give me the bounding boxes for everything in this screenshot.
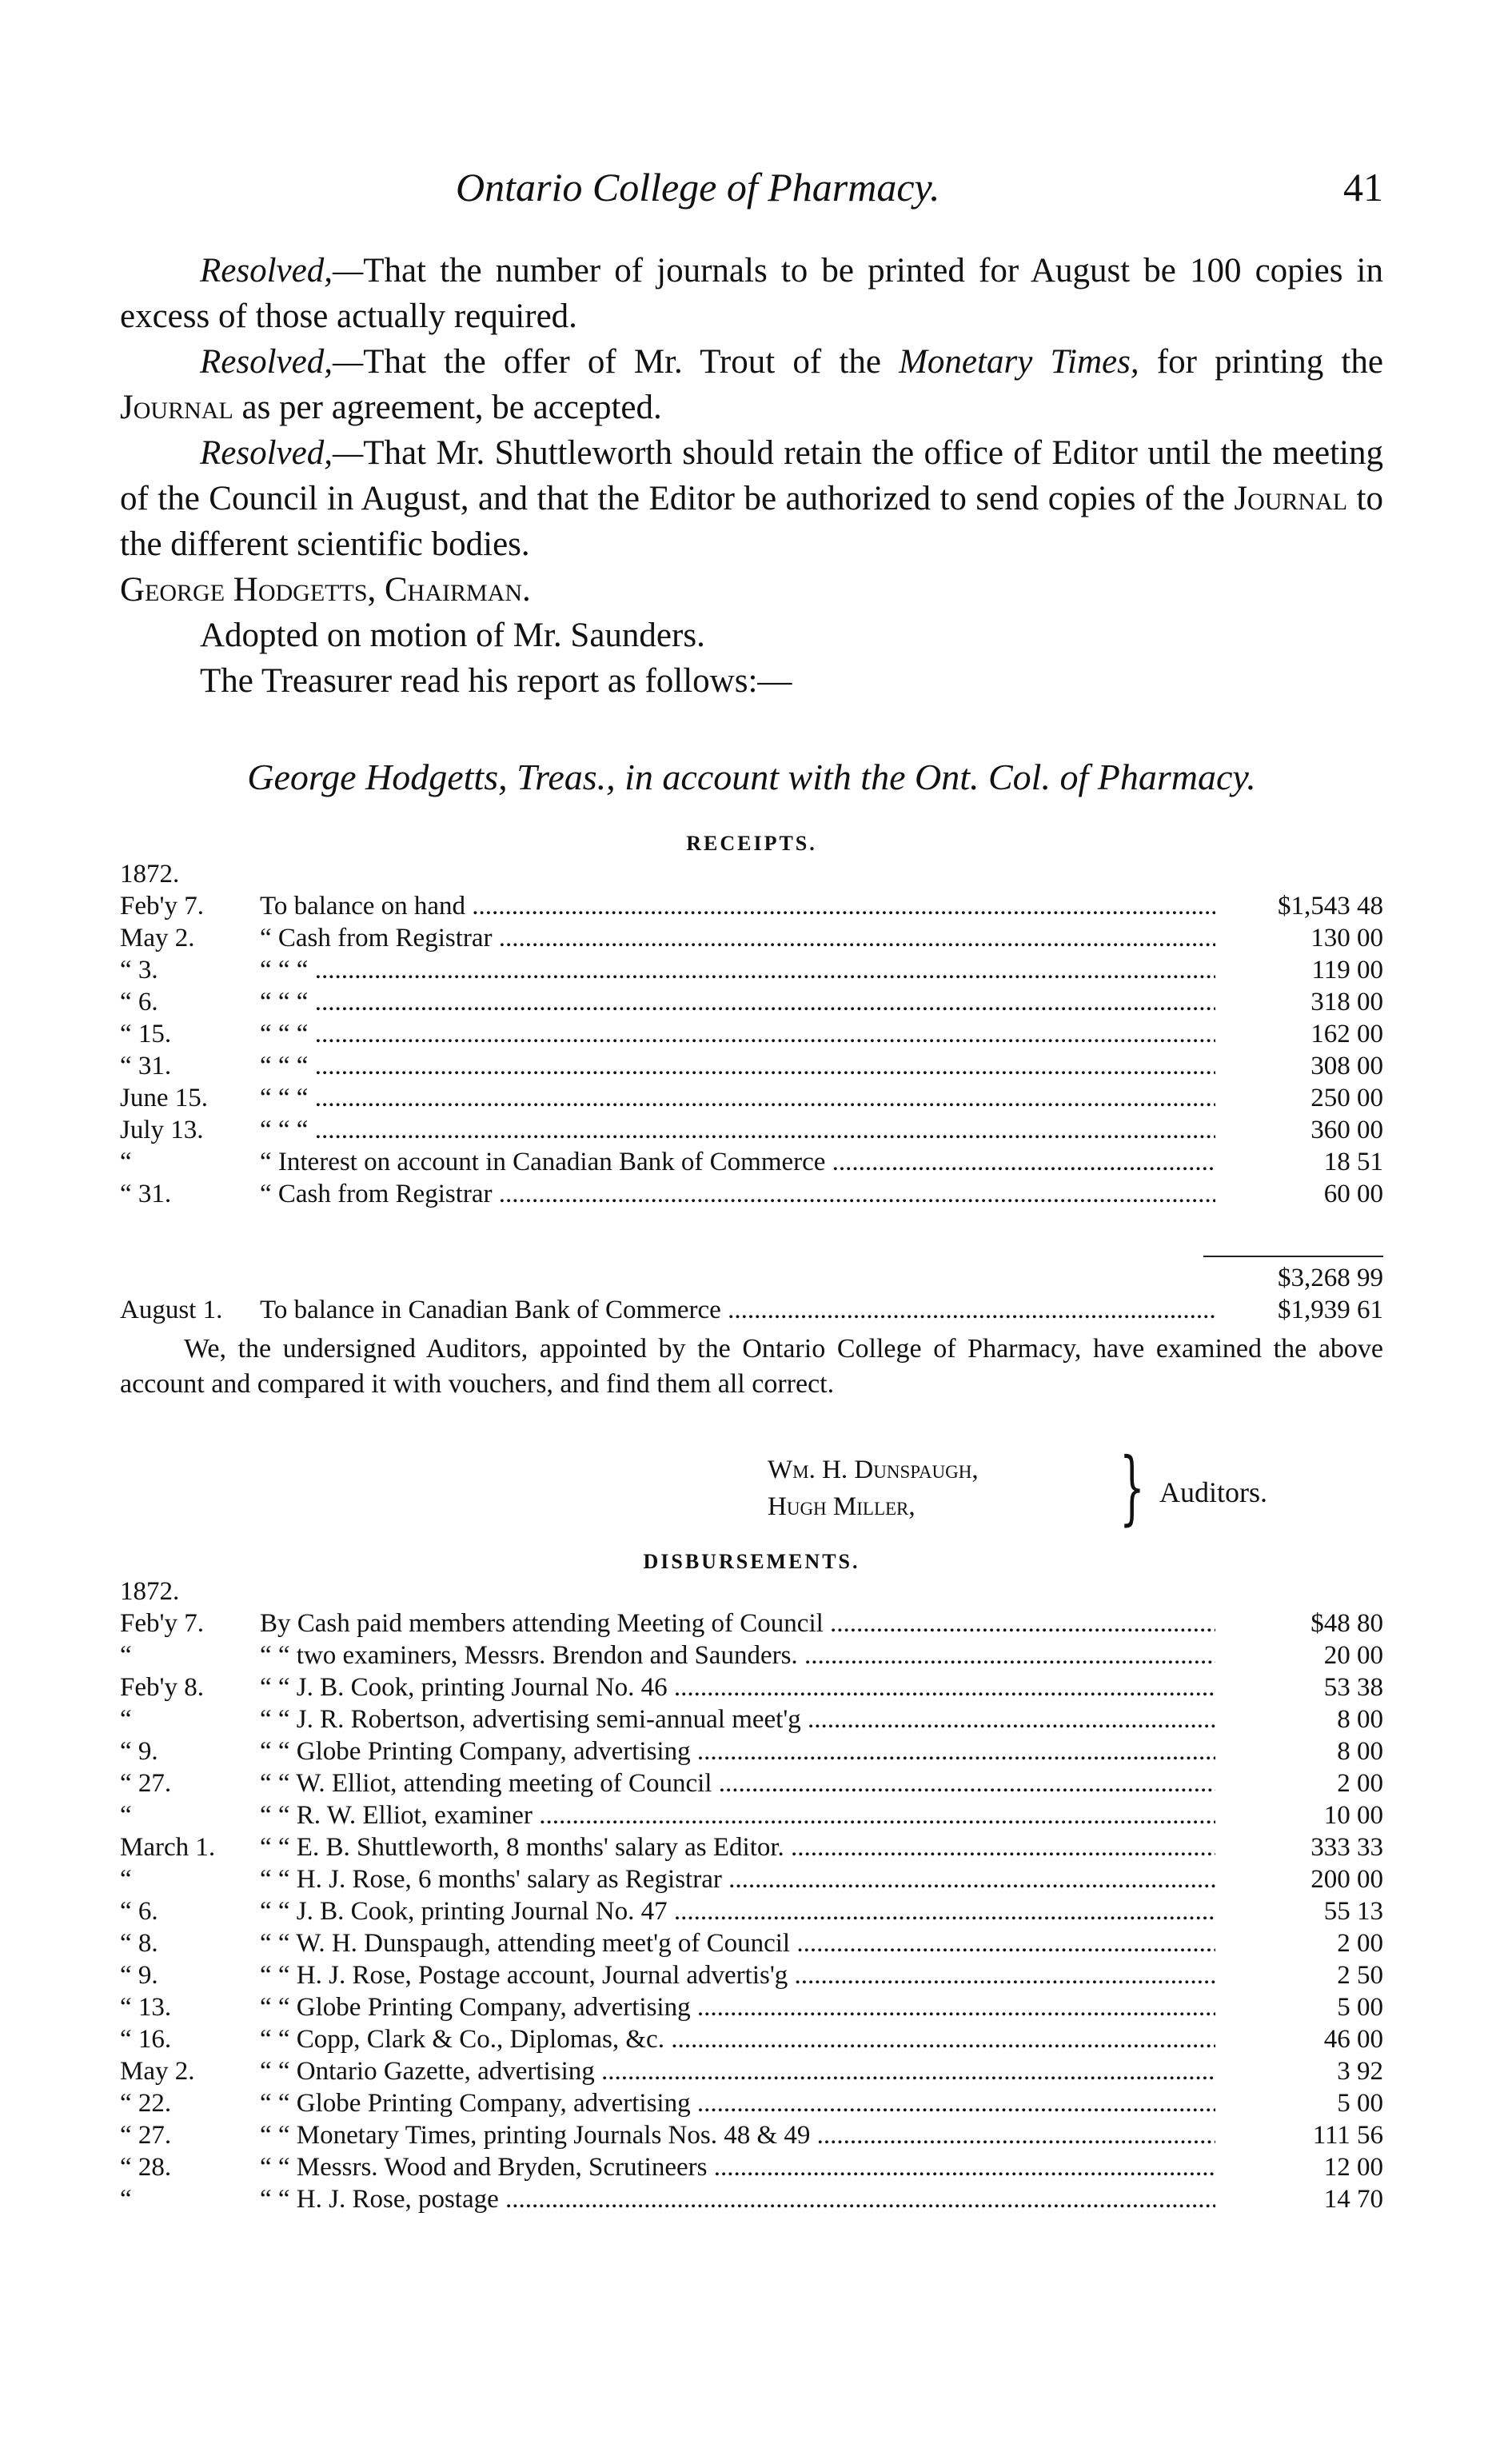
ledger-text: “ “ W. Elliot, attending meeting of Council .....: [260, 1769, 1215, 1799]
ledger-text: “ “ J. B. Cook, printing Journal No. 46 .....: [260, 1673, 1215, 1703]
ledger-date: July 13.: [120, 1116, 204, 1144]
ledger-date: “ 6.: [120, 1897, 158, 1926]
ledger-date: Feb'y 8.: [120, 1673, 204, 1702]
journal-small-caps: Journal: [120, 389, 233, 426]
ledger-text: “ “ Globe Printing Company, advertising .....: [260, 2089, 1215, 2119]
ledger-amount: 333 33: [1311, 1833, 1383, 1862]
ledger-amount: 2 00: [1337, 1929, 1383, 1958]
resolution-text: That Mr. Shuttleworth should retain the office of Editor until the meeting of the Council in August, and that the Editor be authorized to send copies of the: [120, 434, 1383, 517]
ledger-date: August 1.: [120, 1296, 223, 1324]
ledger-row: [120, 1929, 1383, 1961]
ledger-amount: 14 70: [1323, 2185, 1383, 2214]
ledger-amount: 308 00: [1311, 1052, 1383, 1080]
brace-icon: }: [1119, 1440, 1145, 1534]
ledger-amount: $1,543 48: [1278, 892, 1383, 921]
ledger-date: “ 28.: [120, 2153, 172, 2182]
ledger-row: [120, 1020, 1383, 1052]
ledger-text: “ “ H. J. Rose, 6 months' salary as Registrar .....: [260, 1865, 1215, 1895]
ledger-text: “ “ J. R. Robertson, advertising semi-annual meet'g .....: [260, 1705, 1215, 1735]
resolution-1: [120, 248, 1383, 339]
resolutions-block: [120, 248, 1383, 704]
ledger-text: “ “ E. B. Shuttleworth, 8 months' salary as Editor. .....: [260, 1833, 1215, 1863]
chairman-signature: George Hodgetts, Chairman.: [120, 571, 531, 609]
ledger-row: [120, 2153, 1383, 2185]
journal-small-caps: Journal: [1234, 480, 1348, 517]
ledger-row: [120, 1961, 1383, 1993]
ledger-amount: 250 00: [1311, 1084, 1383, 1112]
ledger-row: [120, 1180, 1383, 1212]
ledger-row: [120, 924, 1383, 956]
receipts-year: 1872.: [120, 860, 180, 889]
auditor-name: Hugh Miller,: [768, 1492, 916, 1521]
total-rule: [1203, 1256, 1383, 1257]
receipts-total: $3,268 99: [1278, 1264, 1383, 1292]
receipts-total-row: [120, 1264, 1383, 1296]
ledger-date: “ 3.: [120, 956, 158, 984]
balance-row: [120, 1296, 1383, 1328]
resolution-text: That the offer of Mr. Trout of the: [363, 343, 900, 381]
ledger-amount: 2 00: [1337, 1769, 1383, 1798]
ledger-amount: 111 56: [1312, 2121, 1383, 2150]
disbursements-ledger: [120, 1577, 1383, 2217]
ledger-text: “ “ “ .....: [260, 1052, 1215, 1081]
ledger-date: “ 8.: [120, 1929, 158, 1958]
ledger-row: [120, 1148, 1383, 1180]
ledger-date: “ 22.: [120, 2089, 172, 2118]
running-title: Ontario College of Pharmacy.: [456, 165, 940, 210]
ledger-date: Feb'y 7.: [120, 892, 204, 921]
ledger-date: “ 16.: [120, 2025, 172, 2054]
ledger-row: [120, 2057, 1383, 2089]
resolution-italic: Monetary Times,: [899, 343, 1139, 381]
ledger-row: [120, 1116, 1383, 1148]
auditor-name: Wm. H. Dunspaugh,: [768, 1456, 979, 1484]
auditor-statement-block: [120, 1332, 1383, 1402]
ledger-row: [120, 2089, 1383, 2121]
ledger-text: “ “ R. W. Elliot, examiner .....: [260, 1801, 1215, 1831]
resolution-text: as per agreement, be accepted.: [233, 389, 662, 426]
ledger-row: [120, 988, 1383, 1020]
ledger-text: “ “ “ .....: [260, 1084, 1215, 1113]
ledger-amount: 5 00: [1337, 2089, 1383, 2118]
ledger-row: [120, 1673, 1383, 1705]
resolution-text: to the different scientific bodies.: [120, 480, 1384, 563]
ledger-text: “ “ “ .....: [260, 956, 1215, 985]
ledger-date: “ 13.: [120, 1993, 172, 2022]
ledger-row: [120, 1705, 1383, 1737]
ledger-date: “ 9.: [120, 1737, 158, 1766]
ledger-row: [120, 2121, 1383, 2153]
resolution-text: for printing the: [1139, 343, 1383, 381]
disbursements-year: 1872.: [120, 1577, 180, 1606]
ledger-row: [120, 1833, 1383, 1865]
ledger-text: “ “ J. B. Cook, printing Journal No. 47 .....: [260, 1897, 1215, 1927]
ledger-date: “: [120, 2185, 132, 2214]
auditors-signature: [768, 1440, 1375, 1540]
ledger-amount: $1,939 61: [1278, 1296, 1383, 1324]
ledger-text: “ “ H. J. Rose, postage .....: [260, 2185, 1215, 2214]
resolution-lead: Resolved,—: [200, 434, 364, 472]
auditor-statement: We, the undersigned Auditors, appointed by the Ontario College of Pharmacy, have examined the above account and compared it with vouchers, and find them all correct.: [120, 1334, 1383, 1399]
ledger-date: March 1.: [120, 1833, 216, 1862]
disbursements-heading: DISBURSEMENTS.: [643, 1550, 860, 1573]
ledger-row: [120, 2025, 1383, 2057]
ledger-row: [120, 1609, 1383, 1641]
ledger-date: “ 31.: [120, 1180, 172, 1208]
ledger-amount: 8 00: [1337, 1737, 1383, 1766]
ledger-date: “ 6.: [120, 988, 158, 1016]
ledger-amount: $48 80: [1311, 1609, 1383, 1638]
ledger-date: “ 27.: [120, 1769, 172, 1798]
ledger-amount: 200 00: [1311, 1865, 1383, 1894]
ledger-text: To balance in Canadian Bank of Commerce .....: [260, 1296, 1215, 1325]
ledger-row: [120, 1897, 1383, 1929]
ledger-row: [120, 1052, 1383, 1084]
ledger-amount: 162 00: [1311, 1020, 1383, 1048]
ledger-amount: 318 00: [1311, 988, 1383, 1016]
resolution-lead: Resolved,—: [200, 343, 364, 381]
page-number: 41: [1343, 165, 1383, 210]
ledger-date: “ 15.: [120, 1020, 172, 1048]
receipts-heading: RECEIPTS.: [686, 832, 817, 855]
ledger-amount: 3 92: [1337, 2057, 1383, 2086]
ledger-row: [120, 892, 1383, 924]
ledger-date: “: [120, 1865, 132, 1894]
ledger-text: “ “ H. J. Rose, Postage account, Journal advertis'g .....: [260, 1961, 1215, 1991]
ledger-row: [120, 1737, 1383, 1769]
ledger-amount: 55 13: [1323, 1897, 1383, 1926]
ledger-amount: 360 00: [1311, 1116, 1383, 1144]
ledger-row: [120, 1993, 1383, 2025]
ledger-date: May 2.: [120, 2057, 195, 2086]
ledger-row: [120, 1801, 1383, 1833]
ledger-amount: 10 00: [1323, 1801, 1383, 1830]
ledger-date: Feb'y 7.: [120, 1609, 204, 1638]
ledger-text: “ “ “ .....: [260, 988, 1215, 1017]
ledger-row: [120, 1769, 1383, 1801]
ledger-amount: 12 00: [1323, 2153, 1383, 2182]
receipts-total-block: [120, 1264, 1383, 1328]
ledger-date: June 15.: [120, 1084, 208, 1112]
ledger-text: “ “ W. H. Dunspaugh, attending meet'g of Council .....: [260, 1929, 1215, 1959]
ledger-text: “ Interest on account in Canadian Bank of Commerce .....: [260, 1148, 1215, 1177]
ledger-text: “ “ “ .....: [260, 1116, 1215, 1145]
ledger-amount: 119 00: [1311, 956, 1383, 984]
ledger-row: [120, 1084, 1383, 1116]
ledger-amount: 46 00: [1323, 2025, 1383, 2054]
receipts-ledger: [120, 860, 1383, 1212]
ledger-amount: 60 00: [1323, 1180, 1383, 1208]
ledger-text: “ “ Globe Printing Company, advertising .....: [260, 1737, 1215, 1767]
ledger-text: “ “ “ .....: [260, 1020, 1215, 1049]
ledger-text: “ “ two examiners, Messrs. Brendon and Saunders. .....: [260, 1641, 1215, 1671]
resolution-2: [120, 339, 1383, 430]
ledger-text: “ “ Monetary Times, printing Journals Nos. 48 & 49 .....: [260, 2121, 1215, 2151]
ledger-text: “ “ Globe Printing Company, advertising .....: [260, 1993, 1215, 2023]
ledger-amount: 130 00: [1311, 924, 1383, 952]
ledger-row: [120, 1641, 1383, 1673]
ledger-date: “ 9.: [120, 1961, 158, 1990]
ledger-amount: 5 00: [1337, 1993, 1383, 2022]
ledger-text: To balance on hand .....: [260, 892, 1215, 921]
ledger-row: [120, 2185, 1383, 2217]
ledger-amount: 18 51: [1323, 1148, 1383, 1176]
adopted-line: Adopted on motion of Mr. Saunders.: [200, 617, 705, 654]
ledger-date: “ 31.: [120, 1052, 172, 1080]
ledger-text: By Cash paid members attending Meeting of Council .....: [260, 1609, 1215, 1639]
resolution-lead: Resolved,—: [200, 252, 364, 290]
ledger-text: “ “ Ontario Gazette, advertising .....: [260, 2057, 1215, 2087]
ledger-row: [120, 1865, 1383, 1897]
auditors-label: Auditors.: [1159, 1476, 1267, 1508]
ledger-text: “ “ Copp, Clark & Co., Diplomas, &c. .....: [260, 2025, 1215, 2055]
ledger-text: “ “ Messrs. Wood and Bryden, Scrutineers .....: [260, 2153, 1215, 2182]
ledger-amount: 20 00: [1323, 1641, 1383, 1670]
ledger-date: “: [120, 1801, 132, 1830]
running-header: [120, 164, 1383, 220]
ledger-amount: 8 00: [1337, 1705, 1383, 1734]
ledger-amount: 53 38: [1323, 1673, 1383, 1702]
ledger-date: “: [120, 1705, 132, 1734]
ledger-date: “ 27.: [120, 2121, 172, 2150]
ledger-row: [120, 956, 1383, 988]
ledger-amount: 2 50: [1337, 1961, 1383, 1990]
ledger-date: May 2.: [120, 924, 195, 952]
resolution-text: That the number of journals to be printed for August be 100 copies in excess of those actually required.: [120, 252, 1383, 335]
ledger-date: “: [120, 1641, 132, 1670]
account-title: George Hodgetts, Treas., in account with the Ont. Col. of Pharmacy.: [247, 757, 1256, 797]
auditor-names: [768, 1452, 979, 1525]
ledger-text: “ Cash from Registrar .....: [260, 924, 1215, 953]
ledger-text: “ Cash from Registrar .....: [260, 1180, 1215, 1209]
ledger-date: “: [120, 1148, 132, 1176]
resolution-3: [120, 430, 1383, 567]
treasurer-intro: The Treasurer read his report as follows:—: [200, 662, 792, 700]
